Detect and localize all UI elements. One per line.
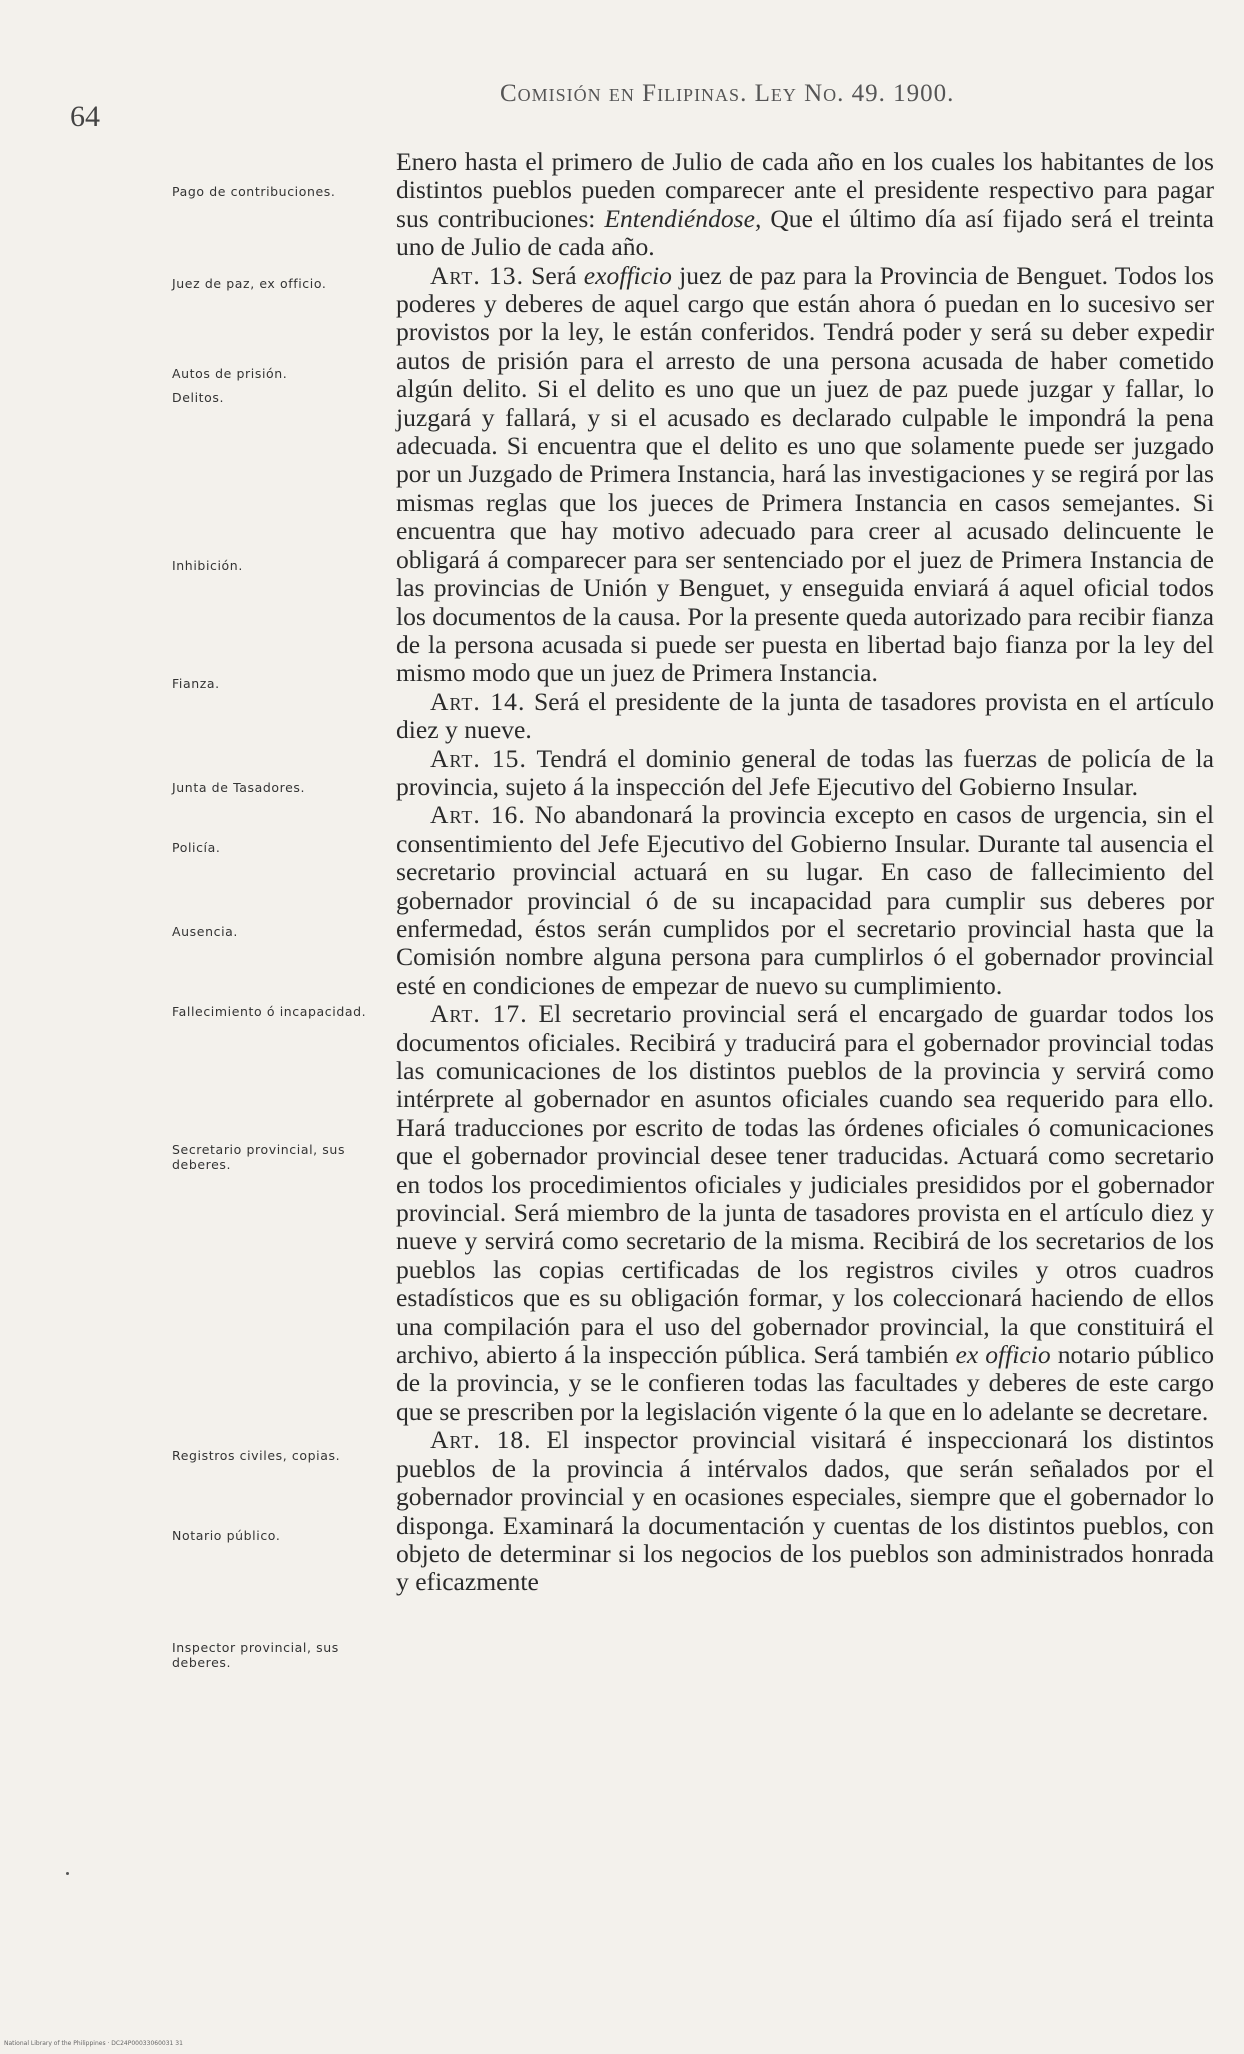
sidenote-autos-de-prision: Autos de prisión. — [172, 366, 288, 381]
library-stamp: National Library of the Philippines · DC24P00033060031 31 — [4, 2040, 183, 2047]
article-label: Art. 14. — [430, 686, 526, 716]
sidenote-notario-publico: Notario público. — [172, 1528, 281, 1543]
running-header: Comisión en Filipinas. Ley No. 49. 1900. — [500, 80, 955, 107]
sidenote-inhibicion: Inhibición. — [172, 558, 243, 573]
article-label: Art. 16. — [430, 800, 526, 830]
article-17: Art. 17. El secretario provincial será el encargado de guardar todos los documentos oficiales. Recibirá y traducirá para el gobernador provincial todas las comunicaciones de los distintos pueblos de la provincia y servirá como intérprete al gobernador en asuntos oficiales cuando sea requerido para ello. Hará traducciones por escrito de todas las órdenes oficiales ó comunicaciones que el gobernador provincial desee tener traducidas. Actuará como secretario en todos los procedimientos oficiales y judiciales presididos por el gobernador provincial. Será miembro de la junta de tasadores provista en el artículo diez y nueve y servirá como secretario de la misma. Recibirá de los secretarios de los pueblos las copias certificadas de los registros civiles y otros cuadros estadísticos que es su obligación formar, y los coleccionará haciendo de ellos una compilación para el uso del gobernador provincial, la que constituirá el archivo, abierto á la inspección pública. Será también ex officio notario público de la provincia, y se le confieren todas las facultades y deberes de este cargo que se prescriben por la legislación vigente ó la que en lo adelante se decretare. — [396, 999, 1215, 1426]
sidenote-policia: Policía. — [172, 840, 221, 855]
article-15: Art. 15. Tendrá el dominio general de todas las fuerzas de policía de la provincia, sujeto á la inspección del Jefe Ejecutivo del Gobierno Insular. — [396, 743, 1214, 801]
sidenote-fianza: Fianza. — [172, 676, 220, 691]
sidenote-inspector-provincial: Inspector provincial, sus deberes. — [172, 1640, 339, 1670]
article-16: Art. 16. No abandonará la provincia excepto en casos de urgencia, sin el consentimiento del Jefe Ejecutivo del Gobierno Insular. Durante tal ausencia el secretario provincial actuará en su lugar. En caso de fallecimiento del gobernador provincial ó de su incapacidad para cumplir sus deberes por enfermedad, éstos serán cumplidos por el secretario provincial hasta que la Comisión nombre alguna persona para cumplirlos ó el gobernador provincial esté en condiciones de empezar de nuevo su cumplimiento. — [396, 800, 1214, 1000]
sidenote-fallecimiento: Fallecimiento ó incapacidad. — [172, 1004, 367, 1019]
article-label: Art. 15. — [430, 743, 527, 773]
sidenote-ausencia: Ausencia. — [172, 924, 238, 939]
sidenote-secretario-provincial: Secretario provincial, sus deberes. — [172, 1142, 346, 1172]
sidenote-pago-contribuciones: Pago de contribuciones. — [172, 184, 336, 199]
article-13: Art. 13. Será exofficio juez de paz para la Provincia de Benguet. Todos los poderes y deberes de aquel cargo que están ahora ó puedan en lo sucesivo ser provistos por la ley, le están conferidos. Tendrá poder y será su deber expedir autos de prisión para el arresto de una persona acusada de haber cometido algún delito. Si el delito es uno que un juez de paz puede juzgar y fallar, lo juzgará y fallará, y si el acusado es declarado culpable le impondrá la pena adecuada. Si encuentra que el delito es uno que solamente puede ser juzgado por un Juzgado de Primera Instancia, hará las investigaciones y se regirá por las mismas reglas que los jueces de Primera Instancia en casos semejantes. Si encuentra que hay motivo adecuado para creer al acusado delincuente le obligará á comparecer para ser sentenciado por el juez de Primera Instancia de las provincias de Unión y Benguet, y enseguida enviará á aquel oficial todos los documentos de la causa. Por la presente queda autorizado para recibir fianza de la persona acusada si puede ser puesta en libertad bajo fianza por la ley del mismo modo que un juez de Primera Instancia. — [396, 260, 1214, 688]
article-14: Art. 14. Será el presidente de la junta de tasadores provista en el artículo diez y nueve. — [396, 686, 1214, 745]
sidenote-juez-de-paz: Juez de paz, ex officio. — [172, 276, 327, 291]
scan-speck — [66, 1872, 69, 1875]
sidenote-junta-de-tasadores: Junta de Tasadores. — [172, 780, 306, 795]
article-label: Art. 18. — [430, 1425, 532, 1455]
article-label: Art. 13. — [430, 260, 524, 290]
sidenote-registros-civiles: Registros civiles, copias. — [172, 1448, 341, 1463]
article-label: Art. 17. — [430, 999, 528, 1029]
main-text — [396, 148, 1214, 1597]
paragraph-contribuciones: Enero hasta el primero de Julio de cada año en los cuales los habitantes de los distintos pueblos pueden comparecer ante el presidente respectivo para pagar sus contribuciones: Entendiéndose, Que el último día así fijado será el treinta uno de Julio de cada año. — [396, 147, 1214, 262]
sidenote-delitos: Delitos. — [172, 390, 225, 405]
article-18: Art. 18. El inspector provincial visitará é inspeccionará los distintos pueblos de la provincia á intérvalos dados, que serán señalados por el gobernador provincial y en ocasiones especiales, siempre que el gobernador lo disponga. Examinará la documentación y cuentas de los distintos pueblos, con objeto de determinar si los negocios de los pueblos son administrados honrada y eficazmente — [396, 1425, 1214, 1597]
page-number: 64 — [70, 100, 100, 133]
